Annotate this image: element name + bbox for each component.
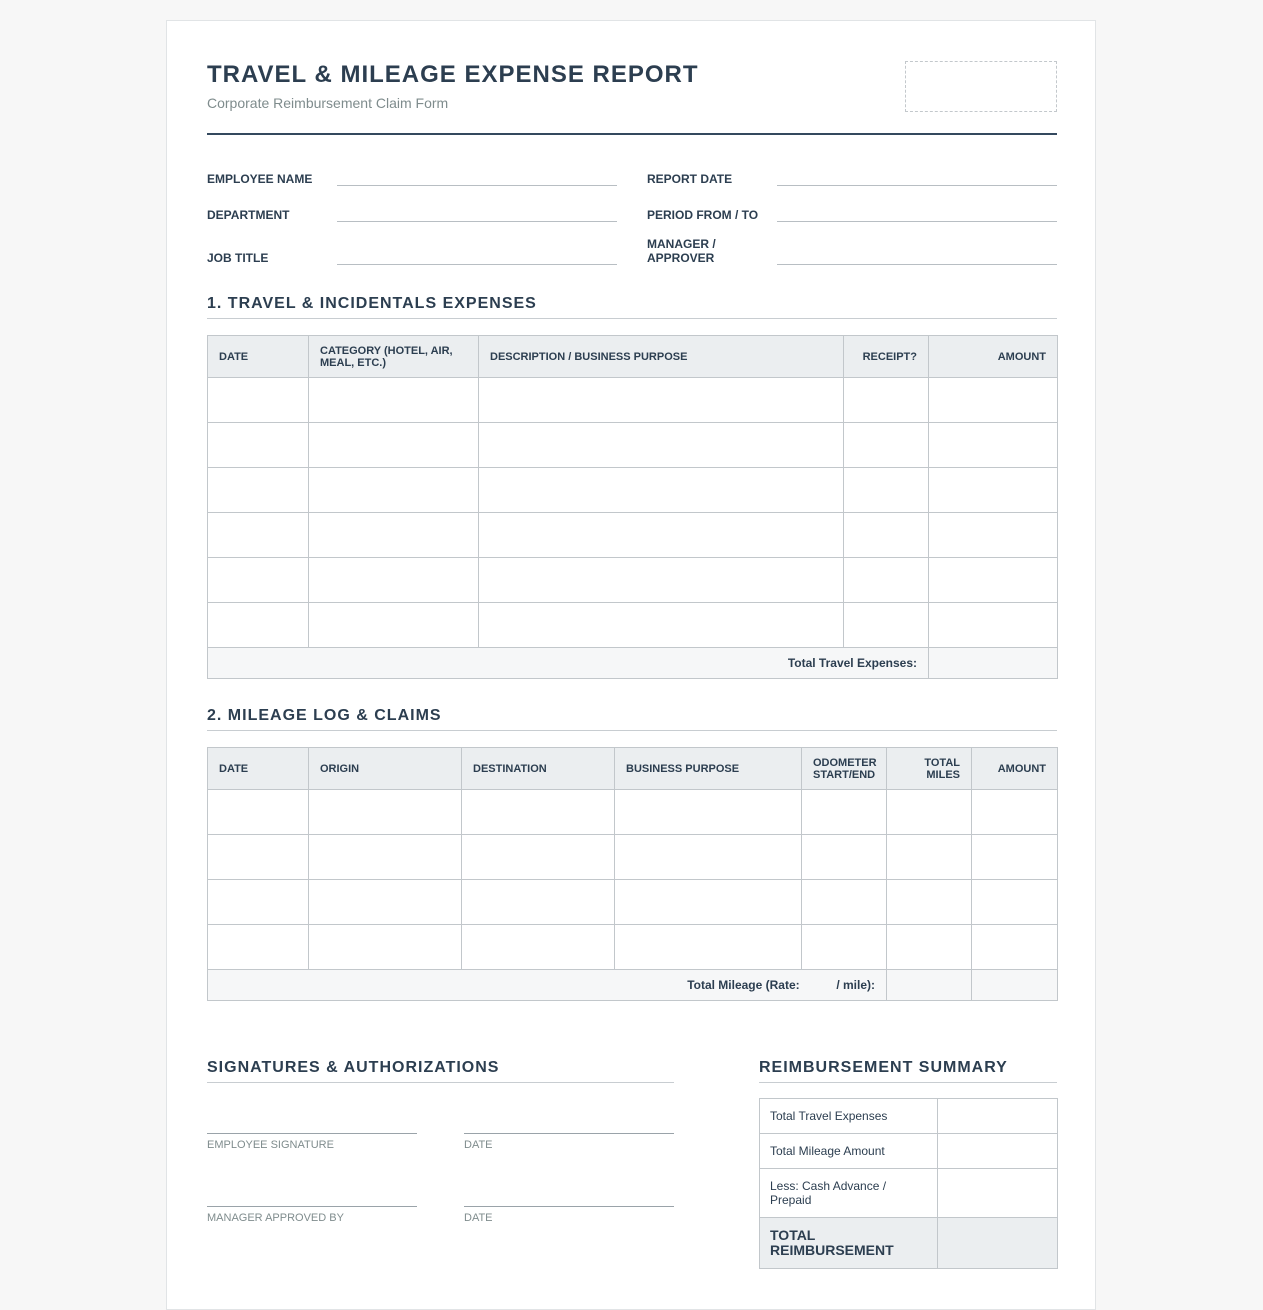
report-date-label: REPORT DATE bbox=[647, 172, 733, 186]
column-header: CATEGORY (HOTEL, AIR, MEAL, ETC.) bbox=[309, 336, 479, 378]
table-cell[interactable] bbox=[844, 468, 929, 513]
table-cell[interactable] bbox=[615, 790, 802, 835]
employee-date-line[interactable] bbox=[464, 1133, 674, 1134]
column-header: ODOMETER START/END bbox=[802, 748, 887, 790]
column-header: DESCRIPTION / BUSINESS PURPOSE bbox=[479, 336, 844, 378]
table-cell[interactable] bbox=[887, 880, 972, 925]
column-header: AMOUNT bbox=[972, 748, 1058, 790]
page-title: TRAVEL & MILEAGE EXPENSE REPORT bbox=[207, 61, 699, 88]
form-page bbox=[166, 20, 1096, 1310]
table-cell[interactable] bbox=[929, 603, 1058, 648]
table-cell[interactable] bbox=[844, 378, 929, 423]
travel-section-divider bbox=[207, 318, 1057, 319]
table-cell[interactable] bbox=[462, 835, 615, 880]
table-cell[interactable] bbox=[844, 513, 929, 558]
table-cell[interactable] bbox=[972, 790, 1058, 835]
page-subtitle: Corporate Reimbursement Claim Form bbox=[207, 95, 449, 111]
travel-expenses-table bbox=[207, 335, 1058, 679]
table-row bbox=[208, 790, 1058, 835]
table-row bbox=[208, 378, 1058, 423]
table-cell[interactable] bbox=[479, 423, 844, 468]
table-cell[interactable] bbox=[802, 790, 887, 835]
table-cell[interactable] bbox=[309, 558, 479, 603]
total-row bbox=[208, 648, 1058, 679]
table-cell[interactable] bbox=[309, 603, 479, 648]
table-cell[interactable] bbox=[309, 835, 462, 880]
table-cell[interactable] bbox=[802, 835, 887, 880]
manager-date-label: DATE bbox=[464, 1212, 493, 1224]
total-row bbox=[208, 970, 1058, 1001]
table-cell[interactable] bbox=[462, 880, 615, 925]
table-cell[interactable] bbox=[929, 558, 1058, 603]
table-cell[interactable] bbox=[208, 790, 309, 835]
signatures-title: SIGNATURES & AUTHORIZATIONS bbox=[207, 1059, 500, 1076]
summary-row bbox=[760, 1169, 1058, 1218]
manager-date-line[interactable] bbox=[464, 1206, 674, 1207]
column-header: DATE bbox=[208, 336, 309, 378]
summary-amount-cell[interactable] bbox=[938, 1099, 1058, 1134]
table-cell[interactable] bbox=[972, 880, 1058, 925]
mileage-log-table bbox=[207, 747, 1058, 1001]
table-row bbox=[208, 925, 1058, 970]
table-cell[interactable] bbox=[309, 880, 462, 925]
table-cell[interactable] bbox=[208, 513, 309, 558]
column-header: BUSINESS PURPOSE bbox=[615, 748, 802, 790]
table-cell[interactable] bbox=[802, 880, 887, 925]
travel-section-title: 1. TRAVEL & INCIDENTALS EXPENSES bbox=[207, 295, 537, 312]
total-value-cell[interactable] bbox=[929, 648, 1058, 679]
column-header: TOTAL MILES bbox=[887, 748, 972, 790]
table-cell[interactable] bbox=[309, 468, 479, 513]
manager-label: MANAGER / APPROVER bbox=[647, 237, 716, 265]
total-value-cell[interactable] bbox=[887, 970, 972, 1001]
table-cell[interactable] bbox=[972, 925, 1058, 970]
period-label: PERIOD FROM / TO bbox=[647, 208, 759, 222]
table-cell[interactable] bbox=[309, 378, 479, 423]
table-row bbox=[208, 513, 1058, 558]
table-cell[interactable] bbox=[208, 423, 309, 468]
header-divider bbox=[207, 133, 1057, 135]
table-cell[interactable] bbox=[802, 925, 887, 970]
summary-amount-cell[interactable] bbox=[938, 1134, 1058, 1169]
table-row bbox=[208, 558, 1058, 603]
table-cell[interactable] bbox=[929, 378, 1058, 423]
table-cell[interactable] bbox=[887, 790, 972, 835]
table-cell[interactable] bbox=[844, 423, 929, 468]
table-cell[interactable] bbox=[972, 835, 1058, 880]
table-cell[interactable] bbox=[479, 603, 844, 648]
table-row bbox=[208, 423, 1058, 468]
summary-divider bbox=[759, 1082, 1057, 1083]
signatures-divider bbox=[207, 1082, 674, 1083]
manager-field[interactable] bbox=[777, 264, 1057, 265]
table-cell[interactable] bbox=[929, 423, 1058, 468]
table-cell[interactable] bbox=[208, 880, 309, 925]
employee-date-label: DATE bbox=[464, 1139, 493, 1151]
column-header: RECEIPT? bbox=[844, 336, 929, 378]
period-field[interactable] bbox=[777, 221, 1057, 222]
total-value-cell[interactable] bbox=[972, 970, 1058, 1001]
summary-amount-cell[interactable] bbox=[938, 1169, 1058, 1218]
grand-total-row bbox=[760, 1218, 1058, 1269]
column-header: DESTINATION bbox=[462, 748, 615, 790]
employee-name-label: EMPLOYEE NAME bbox=[207, 172, 313, 186]
mileage-section-title: 2. MILEAGE LOG & CLAIMS bbox=[207, 707, 442, 724]
table-cell[interactable] bbox=[479, 468, 844, 513]
job-title-label: JOB TITLE bbox=[207, 251, 269, 265]
logo-placeholder bbox=[905, 61, 1057, 112]
report-date-field[interactable] bbox=[777, 185, 1057, 186]
table-cell[interactable] bbox=[615, 835, 802, 880]
department-field[interactable] bbox=[337, 221, 617, 222]
manager-signature-line[interactable] bbox=[207, 1206, 417, 1207]
summary-row bbox=[760, 1099, 1058, 1134]
table-cell[interactable] bbox=[844, 603, 929, 648]
manager-approved-label: MANAGER APPROVED BY bbox=[207, 1212, 344, 1224]
reimbursement-summary-table bbox=[759, 1098, 1058, 1269]
table-cell[interactable] bbox=[208, 378, 309, 423]
summary-label: Total Mileage Amount bbox=[760, 1134, 938, 1169]
employee-signature-label: EMPLOYEE SIGNATURE bbox=[207, 1139, 334, 1151]
employee-name-field[interactable] bbox=[337, 185, 617, 186]
table-cell[interactable] bbox=[844, 558, 929, 603]
summary-row bbox=[760, 1134, 1058, 1169]
table-cell[interactable] bbox=[479, 513, 844, 558]
summary-label: Less: Cash Advance / Prepaid bbox=[760, 1169, 938, 1218]
table-cell[interactable] bbox=[208, 468, 309, 513]
summary-label: Total Travel Expenses bbox=[760, 1099, 938, 1134]
table-row bbox=[208, 880, 1058, 925]
table-cell[interactable] bbox=[887, 835, 972, 880]
table-cell[interactable] bbox=[929, 468, 1058, 513]
table-row bbox=[208, 835, 1058, 880]
department-label: DEPARTMENT bbox=[207, 208, 290, 222]
table-cell[interactable] bbox=[479, 378, 844, 423]
table-cell[interactable] bbox=[208, 835, 309, 880]
total-label: Total Travel Expenses: bbox=[208, 648, 929, 679]
grand-total-amount-cell[interactable] bbox=[938, 1218, 1058, 1269]
employee-signature-line[interactable] bbox=[207, 1133, 417, 1134]
mileage-header-row bbox=[208, 748, 1058, 790]
table-cell[interactable] bbox=[887, 925, 972, 970]
mileage-section-divider bbox=[207, 730, 1057, 731]
column-header: AMOUNT bbox=[929, 336, 1058, 378]
table-cell[interactable] bbox=[615, 925, 802, 970]
travel-header-row bbox=[208, 336, 1058, 378]
grand-total-label: TOTAL REIMBURSEMENT bbox=[760, 1218, 938, 1269]
table-cell[interactable] bbox=[208, 558, 309, 603]
table-cell[interactable] bbox=[462, 790, 615, 835]
table-row bbox=[208, 603, 1058, 648]
column-header: DATE bbox=[208, 748, 309, 790]
table-cell[interactable] bbox=[929, 513, 1058, 558]
total-label: Total Mileage (Rate: / mile): bbox=[208, 970, 887, 1001]
table-cell[interactable] bbox=[208, 603, 309, 648]
column-header: ORIGIN bbox=[309, 748, 462, 790]
table-cell[interactable] bbox=[462, 925, 615, 970]
table-cell[interactable] bbox=[208, 925, 309, 970]
summary-title: REIMBURSEMENT SUMMARY bbox=[759, 1059, 1008, 1076]
table-cell[interactable] bbox=[615, 880, 802, 925]
table-cell[interactable] bbox=[309, 790, 462, 835]
table-row bbox=[208, 468, 1058, 513]
job-title-field[interactable] bbox=[337, 264, 617, 265]
table-cell[interactable] bbox=[479, 558, 844, 603]
table-cell[interactable] bbox=[309, 423, 479, 468]
table-cell[interactable] bbox=[309, 513, 479, 558]
table-cell[interactable] bbox=[309, 925, 462, 970]
